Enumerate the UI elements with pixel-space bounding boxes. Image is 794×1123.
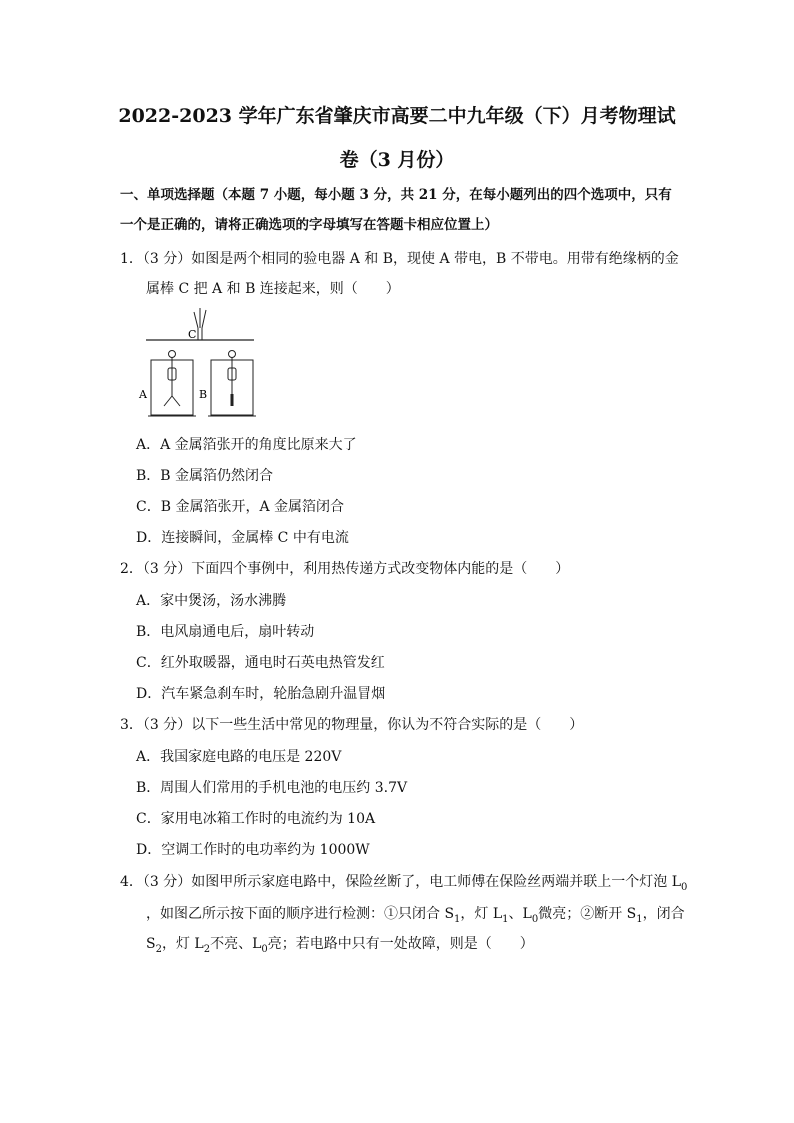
electroscope-a-knob: [169, 351, 176, 358]
q4-text: ，闭合: [642, 906, 685, 922]
label-c: C: [188, 328, 197, 341]
q4-subscript: 2: [155, 943, 162, 955]
question-3-option-c: C．家用电冰箱工作时的电流约为 10A: [136, 811, 376, 827]
question-1-option-d: D．连接瞬间，金属棒 C 中有电流: [136, 530, 349, 546]
q4-text: 、L: [508, 906, 532, 922]
q4-text: 4．（3 分）如图甲所示家庭电路中，保险丝断了，电工师傅在保险丝两端并联上一个灯泡 L: [120, 874, 682, 890]
electroscope-diagram: [136, 306, 262, 422]
q4-subscript: 0: [531, 913, 539, 925]
question-1-option-c: C．B 金属箔张开，A 金属箔闭合: [136, 499, 345, 515]
label-a: A: [139, 388, 147, 401]
electroscope-figure: [136, 306, 262, 422]
section-heading-line-1: 一、单项选择题（本题 7 小题，每小题 3 分，共 21 分，在每小题列出的四个选项中，只有: [120, 187, 672, 203]
question-2-option-d: D．汽车紧急刹车时，轮胎急剧升温冒烟: [136, 686, 386, 702]
question-2-option-b: B．电风扇通电后，扇叶转动: [136, 624, 315, 640]
question-1-stem-line-2: 属棒 C 把 A 和 B 连接起来，则（ ）: [146, 281, 400, 297]
question-3-option-d: D．空调工作时的电功率约为 1000W: [136, 842, 370, 858]
question-2-stem: 2．（3 分）下面四个事例中，利用热传递方式改变物体内能的是（ ）: [120, 561, 570, 577]
q4-text: 亮；若电路中只有一处故障，则是（ ）: [267, 936, 534, 952]
question-3-stem: 3．（3 分）以下一些生活中常见的物理量，你认为不符合实际的是（ ）: [120, 717, 584, 733]
question-4-stem-line-2: [146, 905, 685, 923]
question-1-stem-line-1: 1．（3 分）如图是两个相同的验电器 A 和 B，现使 A 带电，B 不带电。用带有绝缘柄的金: [120, 251, 679, 267]
document-title-line-2: 卷（3 月份）: [339, 149, 455, 171]
question-2-option-c: C．红外取暖器，通电时石英电热管发红: [136, 655, 385, 671]
electroscope-a-foil-right: [172, 396, 180, 406]
question-4-stem-line-3: [146, 935, 534, 953]
q4-text: 不亮、L: [210, 936, 262, 952]
q4-text: 微亮；②断开 S: [538, 906, 637, 922]
q4-subscript: 1: [454, 913, 461, 925]
question-3-option-a: A．我国家庭电路的电压是 220V: [136, 749, 342, 765]
electroscope-b-foil-closed: [231, 394, 234, 406]
question-2-option-a: A．家中煲汤，汤水沸腾: [136, 593, 287, 609]
section-heading-line-2: 一个是正确的，请将正确选项的字母填写在答题卡相应位置上）: [120, 217, 498, 233]
q4-text: ，灯 L: [460, 906, 503, 922]
q4-subscript: 1: [636, 913, 643, 925]
electroscope-b-knob: [229, 351, 236, 358]
label-b: B: [199, 388, 208, 401]
q4-text: ，如图乙所示按下面的顺序进行检测：①只闭合 S: [146, 906, 455, 922]
document-title-line-1: 2022-2023 学年广东省肇庆市高要二中九年级（下）月考物理试: [118, 105, 676, 127]
electroscope-a-foil-left: [164, 396, 172, 406]
q4-subscript: 2: [203, 943, 211, 955]
question-1-option-b: B．B 金属箔仍然闭合: [136, 468, 274, 484]
q4-subscript: 0: [261, 943, 268, 955]
q4-subscript: 0: [681, 881, 688, 893]
q4-text: ，灯 L: [161, 936, 204, 952]
question-4-stem-line-1: [120, 873, 687, 891]
q4-subscript: 1: [502, 913, 509, 925]
question-1-option-a: A．A 金属箔张开的角度比原来大了: [136, 437, 357, 453]
q4-text: S: [146, 936, 156, 952]
question-3-option-b: B．周围人们常用的手机电池的电压约 3.7V: [136, 780, 408, 796]
